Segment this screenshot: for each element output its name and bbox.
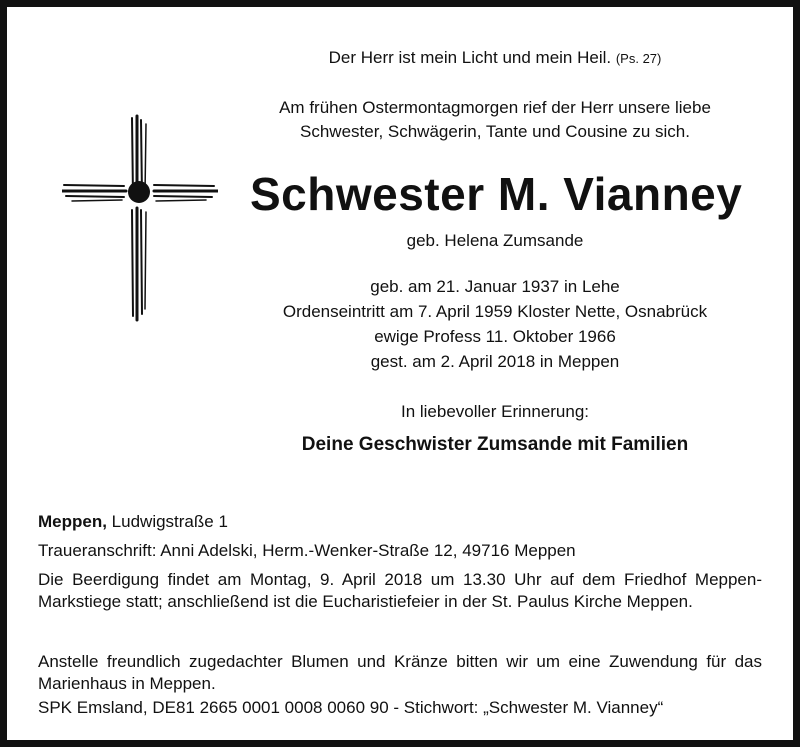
- donation-request: Anstelle freundlich zugedachter Blumen und Kränze bitten wir um eine Zuwendung für das Marienhaus in Meppen.: [38, 652, 762, 693]
- death-date: gest. am 2. April 2018 in Meppen: [370, 352, 620, 371]
- order-entry: Ordenseintritt am 7. April 1959 Kloster Nette, Osnabrück: [282, 302, 708, 321]
- cross-icon: [62, 114, 218, 322]
- psalm-text: Der Herr ist mein Licht und mein Heil.: [328, 48, 612, 67]
- psalm-line: [250, 46, 740, 71]
- family-signature: Deine Geschwister Zumsande mit Familien: [301, 434, 689, 455]
- intro-line-2: Schwester, Schwägerin, Tante und Cousine zu sich.: [300, 122, 690, 141]
- birth-name: geb. Helena Zumsande: [406, 231, 584, 250]
- funeral-notice: Die Beerdigung findet am Montag, 9. April 2018 um 13.30 Uhr auf dem Friedhof Meppen-Markstiege statt; anschließend ist die Eucharistiefeier in der St. Paulus Kirche Meppen.: [38, 570, 762, 611]
- remembrance-line: In liebevoller Erinnerung:: [400, 402, 590, 421]
- psalm-reference: (Ps. 27): [615, 51, 662, 66]
- place-address: Ludwigstraße 1: [106, 512, 228, 531]
- intro-line-1: Am frühen Ostermontagmorgen rief der Herr unsere liebe: [279, 98, 711, 117]
- profession-date: ewige Profess 11. Oktober 1966: [374, 327, 616, 346]
- place-line: [38, 511, 762, 533]
- bank-details: SPK Emsland, DE81 2665 0001 0008 0060 90 - Stichwort: „Schwester M. Vianney“: [38, 698, 664, 717]
- birth-date: geb. am 21. Januar 1937 in Lehe: [370, 277, 620, 296]
- condolence-address: Traueranschrift: Anni Adelski, Herm.-Wenker-Straße 12, 49716 Meppen: [38, 541, 576, 560]
- place-name: Meppen,: [38, 512, 107, 531]
- deceased-name: Schwester M. Vianney: [250, 168, 743, 220]
